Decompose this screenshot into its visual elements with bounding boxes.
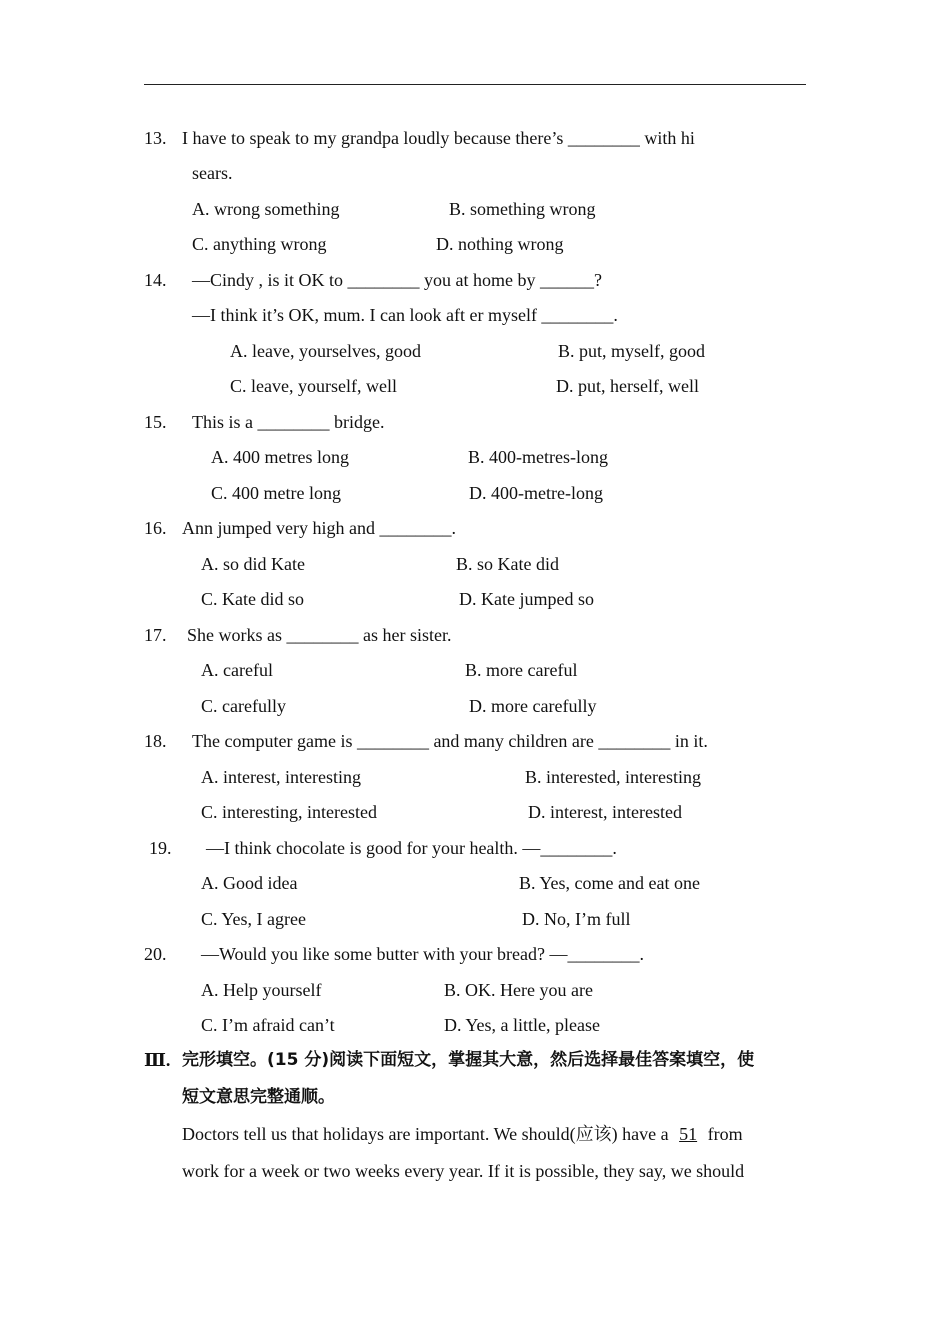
- section-heading-cont: 短文意思完整通顺。: [182, 1087, 335, 1107]
- question-13-number: 13.: [144, 128, 167, 148]
- cloze-blank-51: 51: [679, 1124, 698, 1144]
- section-heading: 完形填空。(15 分)阅读下面短文，掌握其大意，然后选择最佳答案填空，使: [182, 1050, 755, 1070]
- question-13-option-a: A. wrong something: [192, 199, 340, 219]
- question-13-option-b: B. something wrong: [449, 199, 596, 219]
- passage-line-2: work for a week or two weeks every year. If it is possible, they say, we should: [182, 1161, 745, 1181]
- question-18-stem: The computer game is ________ and many children are ________ in it.: [192, 731, 708, 751]
- question-14-option-b: B. put, myself, good: [558, 341, 705, 361]
- question-20-stem: —Would you like some butter with your bread? —________.: [201, 944, 644, 964]
- question-16-option-b: B. so Kate did: [456, 554, 559, 574]
- question-20-number: 20.: [144, 944, 167, 964]
- question-16-stem: Ann jumped very high and ________.: [182, 518, 456, 538]
- header-rule: [144, 84, 806, 85]
- question-15-number: 15.: [144, 412, 167, 432]
- question-19-stem: —I think chocolate is good for your health. —________.: [206, 838, 617, 858]
- question-16-option-a: A. so did Kate: [201, 554, 305, 574]
- question-18-option-d: D. interest, interested: [528, 802, 682, 822]
- question-14-option-a: A. leave, yourselves, good: [230, 341, 421, 361]
- passage-line-1: [182, 1123, 743, 1145]
- question-17-option-c: C. carefully: [201, 696, 286, 716]
- question-15-stem: This is a ________ bridge.: [192, 412, 385, 432]
- question-14-number: 14.: [144, 270, 167, 290]
- question-17-stem: She works as ________ as her sister.: [187, 625, 452, 645]
- question-17-option-a: A. careful: [201, 660, 273, 680]
- question-19-option-c: C. Yes, I agree: [201, 909, 306, 929]
- question-14-option-d: D. put, herself, well: [556, 376, 699, 396]
- passage-text-b: from: [703, 1124, 743, 1144]
- question-20-option-a: A. Help yourself: [201, 980, 322, 1000]
- question-16-option-c: C. Kate did so: [201, 589, 304, 609]
- question-20-option-b: B. OK. Here you are: [444, 980, 593, 1000]
- question-19-number: 19.: [149, 838, 172, 858]
- question-17-option-b: B. more careful: [465, 660, 578, 680]
- passage-text-a: Doctors tell us that holidays are important. We should(应该) have a: [182, 1124, 674, 1144]
- question-14-reply: —I think it’s OK, mum. I can look aft er myself ________.: [192, 305, 618, 325]
- question-20-option-d: D. Yes, a little, please: [444, 1015, 600, 1035]
- question-13-stem: I have to speak to my grandpa loudly because there’s ________ with hi: [182, 128, 695, 148]
- question-13-stem-cont: sears.: [192, 163, 233, 183]
- question-18-option-a: A. interest, interesting: [201, 767, 361, 787]
- question-15-option-a: A. 400 metres long: [211, 447, 349, 467]
- section-numeral: Ⅲ.: [144, 1050, 171, 1070]
- question-14-stem: —Cindy , is it OK to ________ you at home by ______?: [192, 270, 602, 290]
- question-15-option-c: C. 400 metre long: [211, 483, 341, 503]
- question-13-option-d: D. nothing wrong: [436, 234, 564, 254]
- question-20-option-c: C. I’m afraid can’t: [201, 1015, 335, 1035]
- question-19-option-b: B. Yes, come and eat one: [519, 873, 700, 893]
- question-19-option-a: A. Good idea: [201, 873, 298, 893]
- question-18-number: 18.: [144, 731, 167, 751]
- question-17-option-d: D. more carefully: [469, 696, 597, 716]
- question-18-option-c: C. interesting, interested: [201, 802, 377, 822]
- question-18-option-b: B. interested, interesting: [525, 767, 701, 787]
- question-16-option-d: D. Kate jumped so: [459, 589, 594, 609]
- question-16-number: 16.: [144, 518, 167, 538]
- question-17-number: 17.: [144, 625, 167, 645]
- question-13-option-c: C. anything wrong: [192, 234, 327, 254]
- question-15-option-b: B. 400-metres-long: [468, 447, 608, 467]
- question-14-option-c: C. leave, yourself, well: [230, 376, 397, 396]
- question-19-option-d: D. No, I’m full: [522, 909, 631, 929]
- question-15-option-d: D. 400-metre-long: [469, 483, 603, 503]
